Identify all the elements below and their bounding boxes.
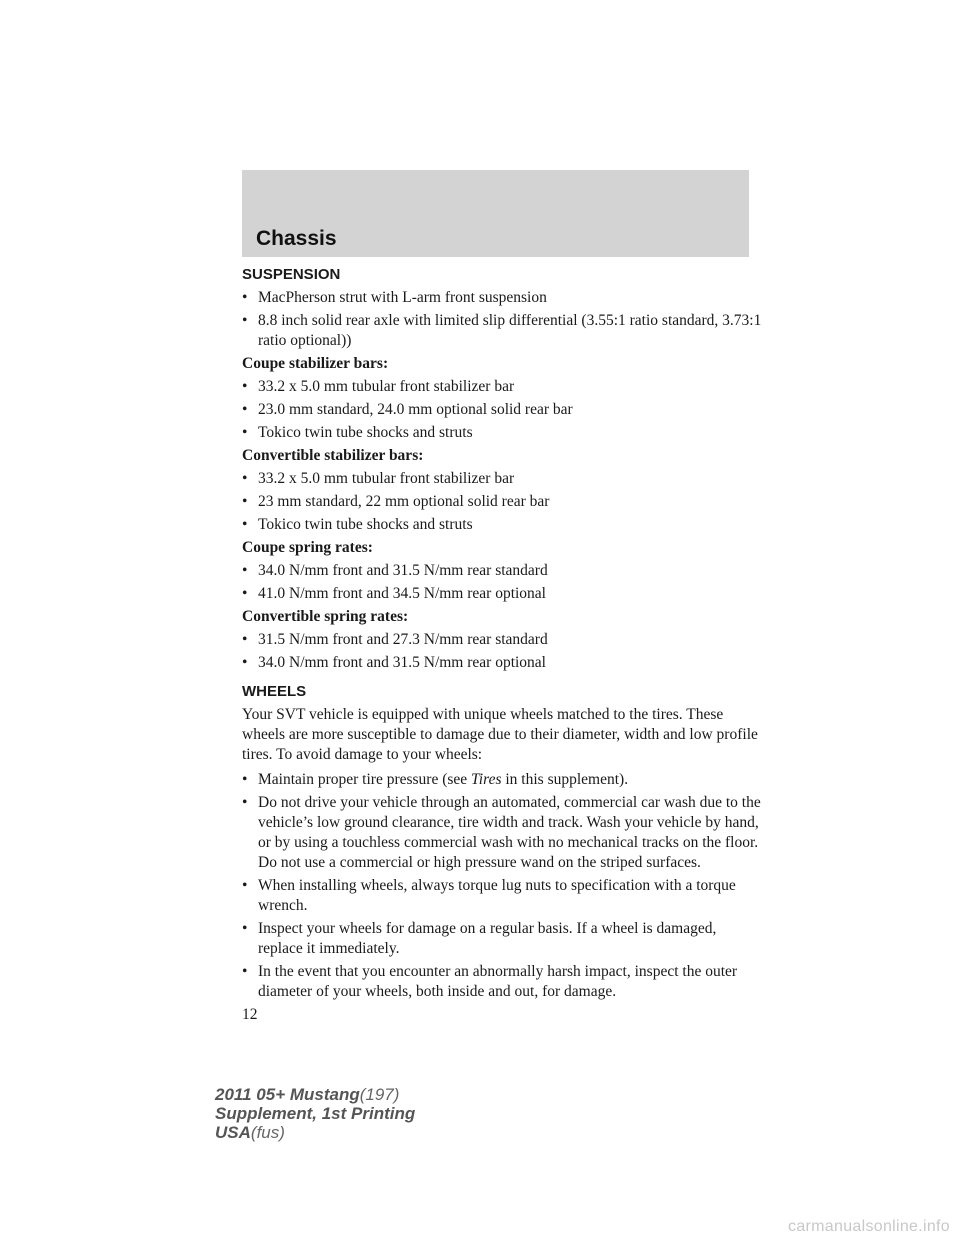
wheels-list <box>242 770 762 1002</box>
wheels-intro: Your SVT vehicle is equipped with unique wheels matched to the tires. These wheels are more susceptible to damage due to their diameter, width and low profile tires. To avoid damage to your wheels: <box>242 706 758 763</box>
bullet-icon: • <box>242 312 248 329</box>
list-item: • 33.2 x 5.0 mm tubular front stabilizer bar <box>242 470 515 487</box>
list-item: • 23 mm standard, 22 mm optional solid rear bar <box>242 493 550 510</box>
bullet-icon: • <box>242 585 248 602</box>
coupe-spring-heading: Coupe spring rates: <box>242 539 373 556</box>
page-number: 12 <box>242 1006 258 1023</box>
list-item: • When installing wheels, always torque lug nuts to specification with a torque wrench. <box>242 877 736 914</box>
bullet-icon: • <box>242 631 248 648</box>
section-title: Chassis <box>256 227 337 250</box>
list-item: • MacPherson strut with L-arm front suspension <box>242 289 547 306</box>
list-item: • 33.2 x 5.0 mm tubular front stabilizer bar <box>242 378 515 395</box>
list-item: • Tokico twin tube shocks and struts <box>242 424 473 441</box>
footer-market: USA <box>215 1123 251 1142</box>
convertible-spring-list <box>242 630 762 673</box>
bullet-icon: • <box>242 877 248 894</box>
list-item: • 41.0 N/mm front and 34.5 N/mm rear optional <box>242 585 546 602</box>
watermark: carmanualsonline.info <box>788 1218 950 1235</box>
bullet-icon: • <box>242 654 248 671</box>
list-item: • 8.8 inch solid rear axle with limited slip differential (3.55:1 ratio standard, 3.73:1 ratio optional)) <box>242 312 762 349</box>
coupe-spring-list <box>242 561 762 604</box>
suspension-list <box>242 288 762 351</box>
suspension-heading: SUSPENSION <box>242 266 341 283</box>
bullet-icon: • <box>242 470 248 487</box>
section-header-band <box>242 170 749 257</box>
bullet-icon: • <box>242 378 248 395</box>
wheels-heading: WHEELS <box>242 683 307 700</box>
bullet-icon: • <box>242 920 248 937</box>
coupe-stabilizer-list <box>242 377 762 443</box>
convertible-stabilizer-heading: Convertible stabilizer bars: <box>242 447 424 464</box>
convertible-stabilizer-list <box>242 469 762 535</box>
list-item: • In the event that you encounter an abnormally harsh impact, inspect the outer diameter of your wheels, both inside and out, for damage. <box>242 963 738 1000</box>
list-item: • Tokico twin tube shocks and struts <box>242 516 473 533</box>
convertible-spring-heading: Convertible spring rates: <box>242 608 409 625</box>
list-item: • Do not drive your vehicle through an automated, commercial car wash due to the vehicle’s low ground clearance, tire width and track. Wash your vehicle by hand, or by using a touchless commercial wash with no mechanical tracks on the floor. Do not use a commercial or high pressure wand on the striped surfaces. <box>242 794 761 871</box>
bullet-icon: • <box>242 516 248 533</box>
list-item: • 23.0 mm standard, 24.0 mm optional solid rear bar <box>242 401 573 418</box>
bullet-icon: • <box>242 771 248 788</box>
page-content <box>242 265 762 1025</box>
footer-model: 2011 05+ Mustang <box>215 1085 360 1104</box>
bullet-icon: • <box>242 424 248 441</box>
bullet-icon: • <box>242 963 248 980</box>
coupe-stabilizer-heading: Coupe stabilizer bars: <box>242 355 389 372</box>
footer-model-code: (197) <box>359 1085 400 1104</box>
print-footer <box>215 1085 415 1142</box>
list-item: • Maintain proper tire pressure (see Tires in this supplement). <box>242 771 629 788</box>
list-item: • 31.5 N/mm front and 27.3 N/mm rear standard <box>242 631 548 648</box>
bullet-icon: • <box>242 401 248 418</box>
footer-market-code: (fus) <box>250 1123 285 1142</box>
bullet-icon: • <box>242 562 248 579</box>
tires-reference: Tires <box>471 771 502 788</box>
list-item: • 34.0 N/mm front and 31.5 N/mm rear standard <box>242 562 548 579</box>
bullet-icon: • <box>242 289 248 306</box>
bullet-icon: • <box>242 493 248 510</box>
list-item: • Inspect your wheels for damage on a regular basis. If a wheel is damaged, replace it immediately. <box>242 920 717 957</box>
list-item: • 34.0 N/mm front and 31.5 N/mm rear optional <box>242 654 546 671</box>
bullet-icon: • <box>242 794 248 811</box>
footer-printing: Supplement, 1st Printing <box>215 1104 416 1123</box>
